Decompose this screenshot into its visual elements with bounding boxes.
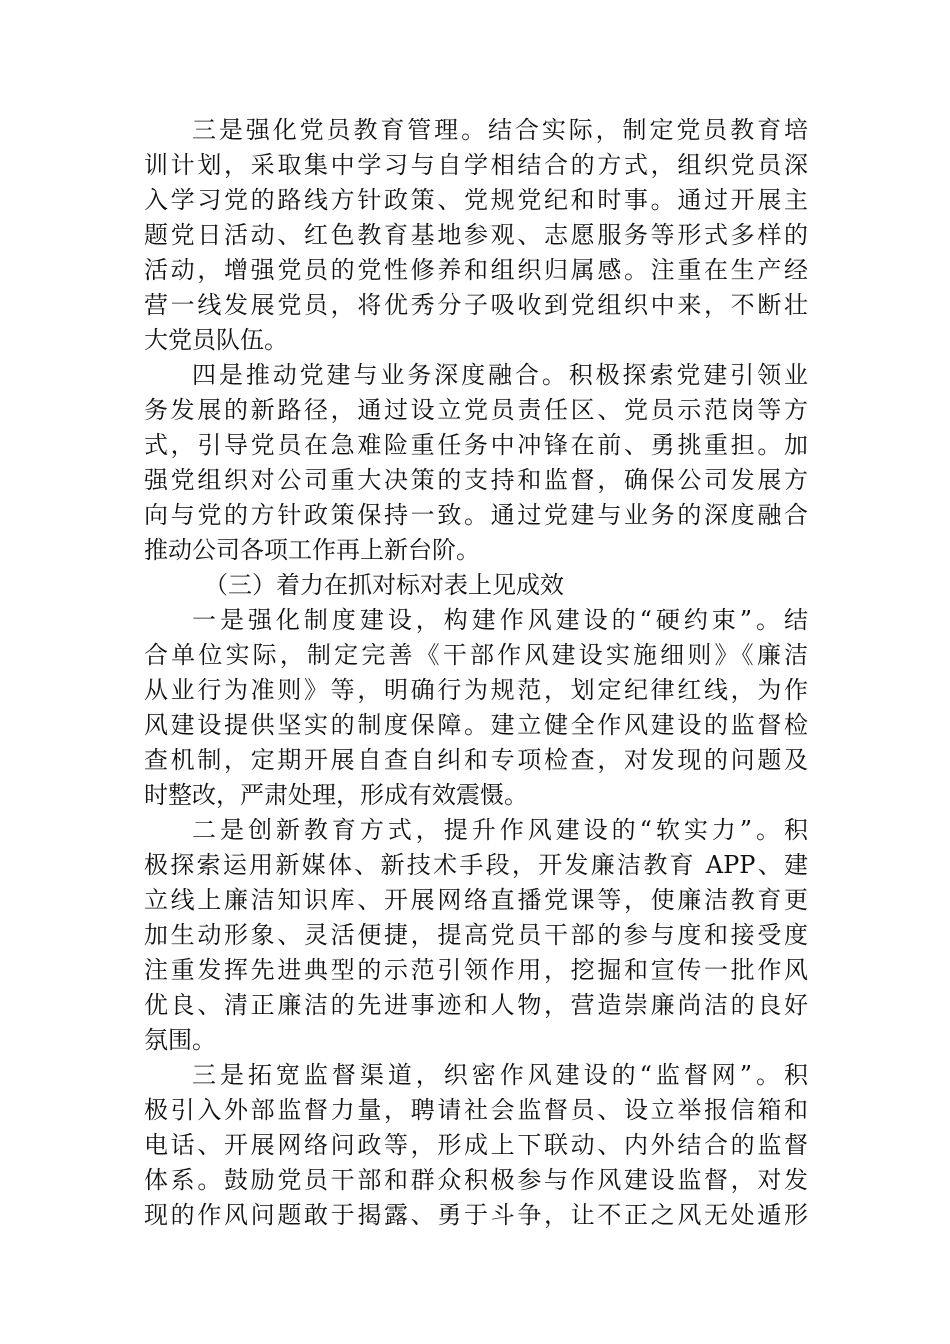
paragraph bbox=[144, 113, 808, 358]
document-body bbox=[144, 113, 808, 1233]
text-line: 四是推动党建与业务深度融合。积极探索党建引领业 bbox=[192, 361, 808, 389]
text-line: 极引入外部监督力量，聘请社会监督员、设立举报信箱和 bbox=[144, 1096, 808, 1124]
text-line: 推动公司各项工作再上新台阶。 bbox=[144, 536, 480, 564]
text-line: 一是强化制度建设，构建作风建设的“硬约束”。结 bbox=[192, 606, 808, 634]
text-line: 时整改，严肃处理，形成有效震慑。 bbox=[144, 781, 528, 809]
text-line: 极探索运用新媒体、新技术手段，开发廉洁教育 APP、建 bbox=[144, 851, 808, 879]
text-line: 营一线发展党员，将优秀分子吸收到党组织中来，不断壮 bbox=[144, 291, 808, 319]
text-line: 风建设提供坚实的制度保障。建立健全作风建设的监督检 bbox=[144, 711, 808, 739]
text-line: 三是强化党员教育管理。结合实际，制定党员教育培 bbox=[192, 116, 808, 144]
text-line: 现的作风问题敢于揭露、勇于斗争，让不正之风无处遁形 bbox=[144, 1201, 808, 1229]
paragraph bbox=[144, 358, 808, 568]
section-heading bbox=[144, 568, 808, 603]
text-line: 二是创新教育方式，提升作风建设的“软实力”。积 bbox=[192, 816, 808, 844]
text-line: 三是拓宽监督渠道，织密作风建设的“监督网”。积 bbox=[192, 1061, 808, 1089]
text-line: 题党日活动、红色教育基地参观、志愿服务等形式多样的 bbox=[144, 221, 808, 249]
text-line: 注重发挥先进典型的示范引领作用，挖掘和宣传一批作风 bbox=[144, 956, 808, 984]
text-line: 氛围。 bbox=[144, 1026, 216, 1054]
text-line: 合单位实际，制定完善《干部作风建设实施细则》《廉洁 bbox=[144, 641, 808, 669]
text-line: 入学习党的路线方针政策、党规党纪和时事。通过开展主 bbox=[144, 186, 808, 214]
text-line: 优良、清正廉洁的先进事迹和人物，营造崇廉尚洁的良好 bbox=[144, 991, 808, 1019]
text-line: 大党员队伍。 bbox=[144, 326, 288, 354]
text-line: 强党组织对公司重大决策的支持和监督，确保公司发展方 bbox=[144, 466, 808, 494]
text-line: 从业行为准则》等，明确行为规范，划定纪律红线，为作 bbox=[144, 676, 808, 704]
text-line: 向与党的方针政策保持一致。通过党建与业务的深度融合 bbox=[144, 501, 808, 529]
paragraph bbox=[144, 603, 808, 813]
text-line: 式，引导党员在急难险重任务中冲锋在前、勇挑重担。加 bbox=[144, 431, 808, 459]
text-line: 加生动形象、灵活便捷，提高党员干部的参与度和接受度 bbox=[144, 921, 808, 949]
text-line: 活动，增强党员的党性修养和组织归属感。注重在生产经 bbox=[144, 256, 808, 284]
text-line: 查机制，定期开展自查自纠和专项检查，对发现的问题及 bbox=[144, 746, 808, 774]
text-line: 务发展的新路径，通过设立党员责任区、党员示范岗等方 bbox=[144, 396, 808, 424]
text-line: 体系。鼓励党员干部和群众积极参与作风建设监督，对发 bbox=[144, 1166, 808, 1194]
paragraph bbox=[144, 813, 808, 1058]
text-line: 立线上廉洁知识库、开展网络直播党课等，使廉洁教育更 bbox=[144, 886, 808, 914]
text-line: 电话、开展网络问政等，形成上下联动、内外结合的监督 bbox=[144, 1131, 808, 1159]
paragraph bbox=[144, 1058, 808, 1233]
text-line: 训计划，采取集中学习与自学相结合的方式，组织党员深 bbox=[144, 151, 808, 179]
section-heading-text: （三）着力在抓对标对表上见成效 bbox=[204, 571, 564, 599]
